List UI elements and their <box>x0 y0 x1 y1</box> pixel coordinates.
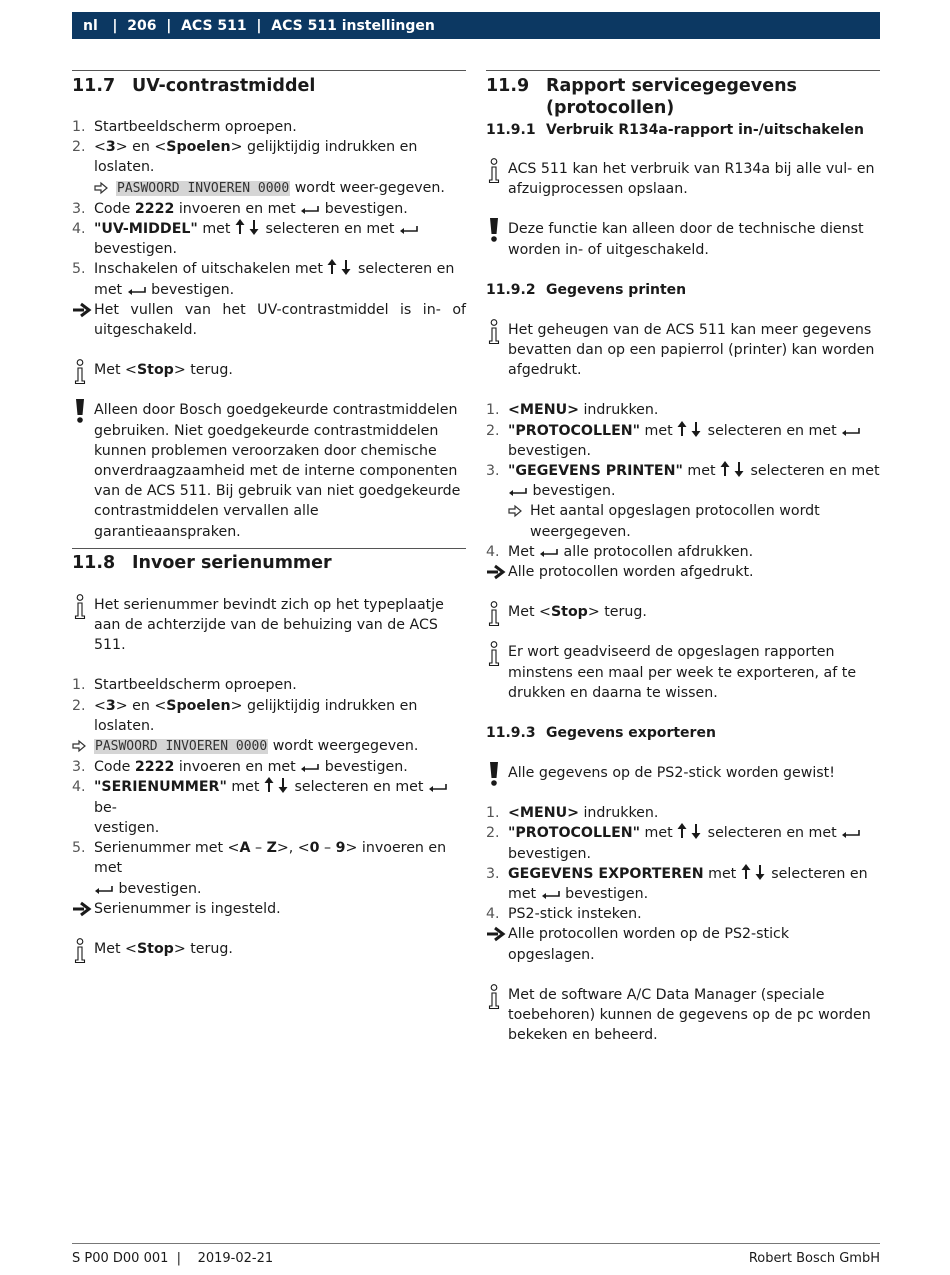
hollow-arrow-icon <box>508 501 530 541</box>
list-item: 4. PS2-stick insteken. <box>486 906 642 923</box>
list-item: 2. "PROTOCOLLEN" met selecteren en met bevestigen. <box>486 421 880 461</box>
warning-icon <box>486 219 508 259</box>
result-line: Alle protocollen worden afgedrukt. <box>486 562 880 582</box>
header-sep: | <box>246 17 272 34</box>
enter-key-icon <box>841 427 861 437</box>
info-note: Het serienummer bevindt zich op het typeplaatje aan de achterzijde van de behuizing van de ACS 511. <box>72 595 466 656</box>
section-rule <box>72 548 466 549</box>
info-icon <box>72 360 94 380</box>
list-item: 5. Serienummer met <A – Z>, <0 – 9> invoeren en met bevestigen. <box>72 840 447 897</box>
list-item: 4. Met alle protocollen afdrukken. <box>486 543 754 560</box>
subsection-heading-11-9-3: 11.9.3 Gegevens exporteren <box>486 725 716 742</box>
list-item: 1. <MENU> indrukken. <box>486 402 659 419</box>
sub-result: PASWOORD INVOEREN 0000 wordt weergegeven. <box>72 736 466 757</box>
list-item: 3. Code 2222 invoeren en met bevestigen. <box>72 759 408 776</box>
up-down-arrows-icon <box>720 461 746 477</box>
sub-result: Het aantal opgeslagen protocollen wordt weergegeven. <box>486 501 880 541</box>
info-icon <box>72 595 94 656</box>
enter-key-icon <box>127 286 147 296</box>
up-down-arrows-icon <box>235 219 261 235</box>
info-note: Met <Stop> terug. <box>486 602 880 622</box>
list-item: 3. Code 2222 invoeren en met bevestigen. <box>72 200 408 217</box>
warning-note: Deze functie kan alleen door de technische dienst worden in- of uitgeschakeld. <box>486 219 880 259</box>
list-item: 4. "SERIENUMMER" met selecteren en met be- vestigen. <box>72 777 466 838</box>
info-note: Met de software A/C Data Manager (speciale toebehoren) kunnen de gegevens op de pc worden bekeken en beheerd. <box>486 985 880 1046</box>
footer-left <box>72 1250 273 1268</box>
warning-note: Alleen door Bosch goedgekeurde contrastmiddelen gebruiken. Niet goedgekeurde contrastmiddelen kunnen problemen veroorzaken door chemische onverdraagzaamheid met de interne componenten van de ACS 511. Bij gebruik van niet goedgekeurde contrastmiddelen vervallen alle garantieaanspraken. <box>72 400 466 541</box>
header-product: ACS 511 <box>181 17 247 34</box>
info-note: Met <Stop> terug. <box>72 939 466 959</box>
warning-icon <box>72 400 94 541</box>
header-section: ACS 511 instellingen <box>271 17 435 34</box>
enter-key-icon <box>300 205 320 215</box>
result-arrow-icon <box>72 899 94 919</box>
list-item: 2. <3> en <Spoelen> gelijktijdig indrukken en loslaten. <box>72 697 418 734</box>
info-icon <box>486 602 508 622</box>
footer-date: 2019-02-21 <box>197 1251 274 1266</box>
list-item: 2. "PROTOCOLLEN" met selecteren en met bevestigen. <box>486 823 880 863</box>
enter-key-icon <box>428 783 448 793</box>
result-line: Serienummer is ingesteld. <box>72 899 466 919</box>
result-arrow-icon <box>486 924 508 964</box>
sub-result: PASWOORD INVOEREN 0000 wordt weer-gegeven. <box>72 178 466 199</box>
info-note: Met <Stop> terug. <box>72 360 466 380</box>
up-down-arrows-icon <box>327 259 353 275</box>
list-item: 3. "GEGEVENS PRINTEN" met selecteren en met bevestigen. <box>486 463 880 500</box>
list-item: 5. Inschakelen of uitschakelen met selecteren en met bevestigen. <box>72 261 455 298</box>
list-item: 4. "UV-MIDDEL" met selecteren en met bevestigen. <box>72 219 466 259</box>
list-item: 3. GEGEVENS EXPORTEREN met selecteren en met bevestigen. <box>486 865 868 903</box>
left-column <box>72 70 466 959</box>
section-rule <box>72 70 466 71</box>
enter-key-icon <box>508 487 528 497</box>
info-note: Het geheugen van de ACS 511 kan meer gegevens bevatten dan op een papierrol (printer) kan worden afgedrukt. <box>486 320 880 381</box>
footer-doc: S P00 D00 001 <box>72 1251 169 1266</box>
hollow-arrow-icon <box>94 178 116 199</box>
info-icon <box>72 939 94 959</box>
warning-icon <box>486 763 508 783</box>
header-lang: nl <box>83 17 98 34</box>
result-arrow-icon <box>486 562 508 582</box>
header-page: 206 <box>127 17 157 34</box>
list-item: 1. Startbeeldscherm oproepen. <box>72 119 297 135</box>
info-note: Er wort geadviseerd de opgeslagen rapporten minstens een maal per week te exporteren, af te drukken en daarna te wissen. <box>486 642 880 703</box>
right-column <box>486 70 880 1046</box>
enter-key-icon <box>399 225 419 235</box>
footer-company: Robert Bosch GmbH <box>748 1251 880 1266</box>
section-heading-11-9: 11.9 Rapport servicegegevens (protocollen) <box>486 76 797 118</box>
info-icon <box>486 642 508 703</box>
up-down-arrows-icon <box>677 823 703 839</box>
enter-key-icon <box>539 548 559 558</box>
info-icon <box>486 985 508 1046</box>
section-rule <box>486 70 880 71</box>
info-note: ACS 511 kan het verbruik van R134a bij alle vul- en afzuigprocessen opslaan. <box>486 159 880 199</box>
info-icon <box>486 159 508 199</box>
result-arrow-icon <box>72 300 94 340</box>
list-item: 1. Startbeeldscherm oproepen. <box>72 677 297 694</box>
enter-key-icon <box>94 885 114 895</box>
enter-key-icon <box>541 890 561 900</box>
up-down-arrows-icon <box>741 864 767 880</box>
footer-sep: | <box>168 1251 198 1266</box>
enter-key-icon <box>300 763 320 773</box>
display-text: PASWOORD INVOEREN 0000 <box>117 180 290 196</box>
section-heading-11-8: 11.8 Invoer serienummer <box>72 552 332 573</box>
result-line: Het vullen van het UV-contrastmiddel is in- of uitgeschakeld. <box>72 300 466 340</box>
display-text: PASWOORD INVOEREN 0000 <box>95 739 268 755</box>
header-sep: | <box>156 17 182 34</box>
footer-rule <box>72 1243 880 1244</box>
enter-key-icon <box>841 829 861 839</box>
result-line: Alle protocollen worden op de PS2-stick opgeslagen. <box>486 924 880 964</box>
up-down-arrows-icon <box>677 421 703 437</box>
page-header <box>72 12 880 39</box>
section-heading-11-7: 11.7 UV-contrastmiddel <box>72 76 316 96</box>
subsection-heading-11-9-2: 11.9.2 Gegevens printen <box>486 281 687 298</box>
list-item: 1. <MENU> indrukken. <box>486 805 659 822</box>
up-down-arrows-icon <box>264 777 290 793</box>
header-sep: | <box>97 17 128 34</box>
info-icon <box>486 320 508 381</box>
hollow-arrow-icon <box>72 736 94 757</box>
subsection-heading-11-9-1: 11.9.1 Verbruik R134a-rapport in-/uitschakelen <box>486 122 864 138</box>
list-item: 2. <3> en <Spoelen> gelijktijdig indrukken en loslaten. <box>72 139 418 176</box>
warning-note: Alle gegevens op de PS2-stick worden gewist! <box>486 763 880 783</box>
